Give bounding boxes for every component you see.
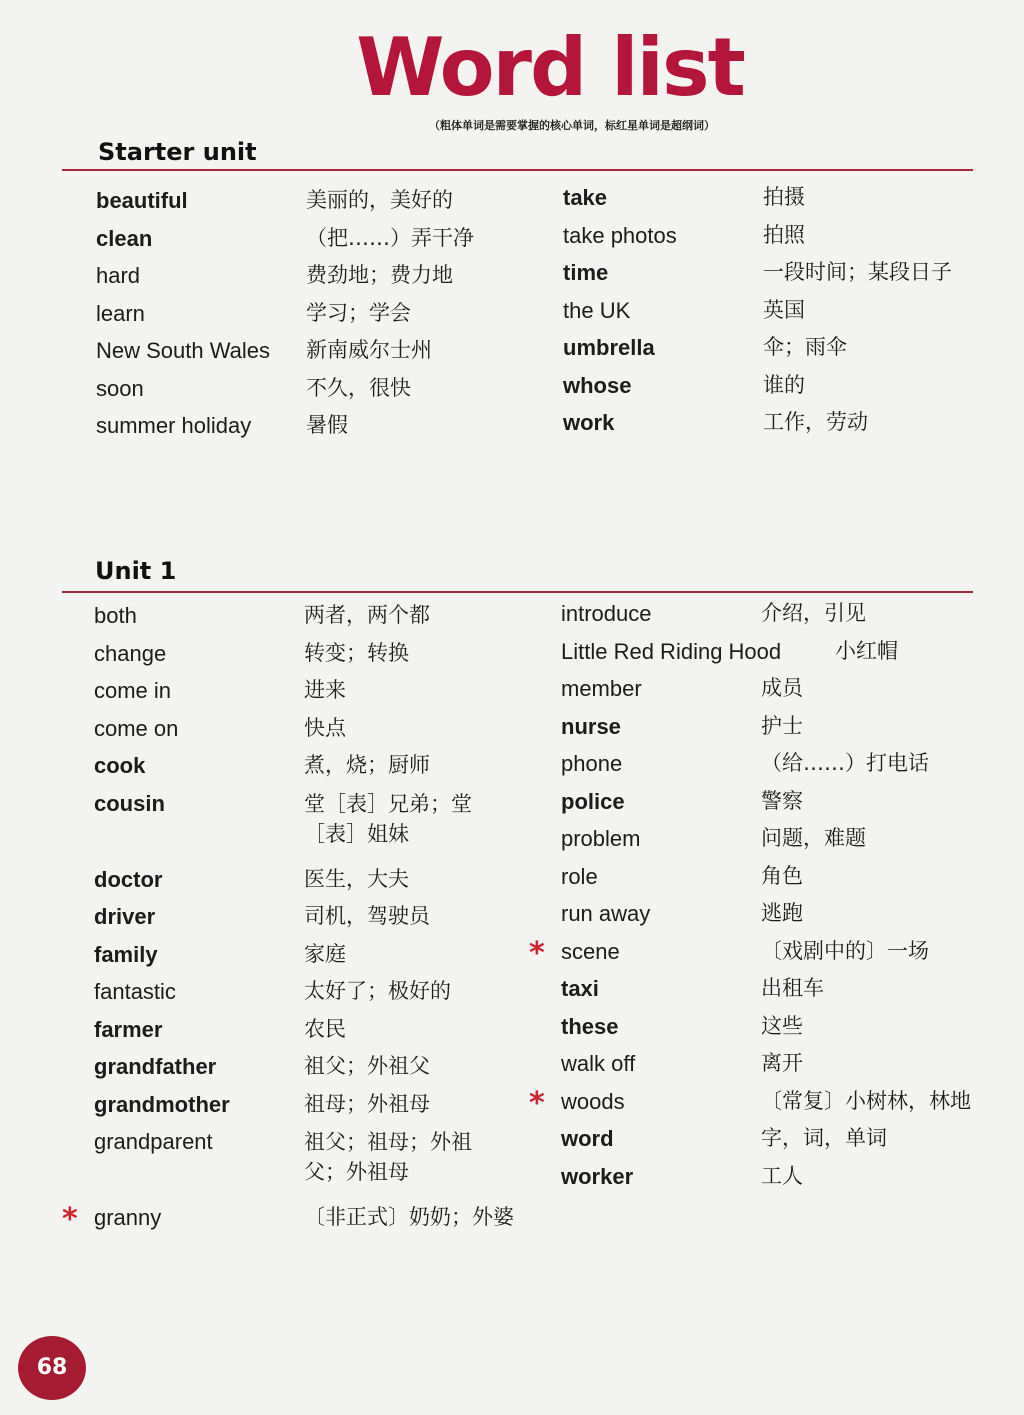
english-word: summer holiday [96, 413, 252, 438]
word-entry [561, 895, 981, 933]
english-word: member [561, 676, 642, 701]
chinese-definition: 警察 [761, 788, 803, 813]
word-entry [94, 747, 514, 785]
english-word: learn [96, 300, 145, 326]
word-entry [561, 820, 981, 858]
red-star-icon: * [62, 1202, 78, 1237]
english-word: woods [561, 1088, 625, 1114]
word-entry [561, 783, 981, 821]
word-entry [94, 936, 514, 974]
left-column [62, 597, 514, 1237]
english-word: word [561, 1126, 614, 1151]
chinese-definition: 工人 [761, 1163, 803, 1188]
word-entry [563, 329, 983, 367]
section-divider [62, 169, 973, 171]
word-entry [563, 367, 983, 405]
word-entry [563, 179, 983, 217]
word-entry [62, 1199, 514, 1237]
word-entry [94, 898, 514, 936]
chinese-definition: 拍照 [763, 222, 805, 247]
chinese-definition: 两者，两个都 [304, 603, 430, 627]
chinese-definition: 〔非正式〕奶奶；外婆 [304, 1205, 514, 1229]
red-star-icon: * [529, 1085, 545, 1121]
chinese-definition: 暑假 [306, 413, 348, 437]
word-entry [563, 217, 983, 255]
english-word: fantastic [94, 979, 176, 1004]
chinese-definition: 费劲地；费力地 [306, 263, 453, 287]
chinese-definition: 家庭 [304, 941, 346, 966]
english-word: phone [561, 751, 623, 776]
chinese-definition: 〔戏剧中的〕一场 [761, 938, 929, 963]
page-subtitle: （粗体单词是需要掌握的核心单词，标红星单词是超纲词） [429, 119, 715, 132]
english-word: whose [563, 372, 632, 398]
chinese-definition: 离开 [761, 1051, 803, 1075]
chinese-definition: 美丽的，美好的 [306, 188, 453, 212]
word-entry [94, 1011, 514, 1049]
english-word: police [561, 788, 625, 814]
right-column [563, 179, 983, 442]
english-word: grandfather [94, 1054, 217, 1079]
chinese-definition: 拍摄 [763, 185, 805, 209]
word-entry [563, 404, 983, 442]
chinese-definition: 一段时间；某段日子 [763, 260, 952, 284]
chinese-definition: 转变；转换 [304, 640, 409, 665]
right-column [529, 595, 981, 1195]
chinese-definition: 工作，劳动 [763, 410, 868, 434]
word-entry [561, 858, 981, 896]
english-word: granny [94, 1205, 162, 1230]
word-entry [561, 1008, 981, 1046]
chinese-definition: 这些 [761, 1013, 803, 1038]
word-entry [529, 933, 981, 971]
page-title: Word list [356, 21, 744, 114]
english-word: grandmother [94, 1091, 230, 1117]
word-entry [94, 1123, 514, 1199]
english-word: walk off [561, 1051, 636, 1076]
english-word: umbrella [563, 335, 655, 360]
page-number-badge [18, 1336, 86, 1400]
word-entry [561, 745, 981, 783]
chinese-definition: 医生，大夫 [304, 866, 409, 891]
word-entry [94, 710, 514, 748]
chinese-definition: 祖母；外祖母 [304, 1091, 430, 1116]
chinese-definition: 堂［表］兄弟；堂［表］姐妹 [304, 791, 472, 846]
english-word: these [561, 1013, 619, 1039]
word-entry [96, 332, 516, 370]
english-word: soon [96, 375, 144, 401]
word-entry [561, 708, 981, 746]
word-entry [94, 973, 514, 1011]
chinese-definition: 煮，烧；厨师 [304, 753, 430, 777]
chinese-definition: 字，词，单词 [761, 1126, 887, 1150]
english-word: time [563, 260, 609, 285]
chinese-definition: 角色 [761, 863, 803, 888]
section-heading: Unit 1 [95, 557, 177, 585]
chinese-definition: 问题，难题 [761, 826, 866, 850]
chinese-definition: 逃跑 [761, 901, 803, 925]
chinese-definition: （给……）打电话 [761, 751, 929, 775]
english-word: worker [561, 1163, 634, 1189]
chinese-definition: 快点 [304, 715, 346, 740]
chinese-definition: 农民 [304, 1016, 346, 1041]
word-entry [96, 295, 516, 333]
word-entry [561, 1120, 981, 1158]
english-word: the UK [563, 297, 631, 323]
chinese-definition: 祖父；外祖父 [304, 1054, 430, 1078]
word-entry [529, 1083, 981, 1121]
chinese-definition: 〔常复〕小树林，林地 [761, 1088, 971, 1113]
english-word: New South Wales [96, 338, 271, 363]
english-word: driver [94, 904, 156, 929]
chinese-definition: 学习；学会 [306, 300, 411, 325]
english-word: work [563, 410, 615, 435]
word-entry [94, 597, 514, 635]
english-word: Little Red Riding Hood [561, 638, 782, 664]
english-word: problem [561, 826, 641, 851]
chinese-definition: 英国 [763, 297, 805, 322]
chinese-definition: 成员 [761, 676, 803, 700]
english-word: farmer [94, 1016, 163, 1042]
chinese-definition: 出租车 [761, 976, 824, 1000]
word-entry [561, 1158, 981, 1196]
word-entry [561, 670, 981, 708]
word-entry [94, 1086, 514, 1124]
red-star-icon: * [529, 935, 545, 971]
chinese-definition: 护士 [761, 713, 803, 738]
english-word: come in [94, 678, 172, 703]
word-entry [96, 257, 516, 295]
chinese-definition: 太好了；极好的 [304, 979, 451, 1003]
english-word: introduce [561, 601, 652, 626]
word-entry [96, 220, 516, 258]
english-word: take [563, 185, 608, 210]
page-number: 68 [36, 1355, 68, 1380]
english-word: nurse [561, 713, 621, 739]
word-entry [563, 292, 983, 330]
word-entry [563, 254, 983, 292]
word-entry [94, 861, 514, 899]
english-word: change [94, 640, 167, 666]
chinese-definition: 司机，驾驶员 [304, 904, 430, 928]
word-entry [94, 635, 514, 673]
word-entry [561, 970, 981, 1008]
word-entry [561, 595, 981, 633]
chinese-definition: （把……）弄干净 [306, 225, 474, 250]
word-entry [94, 785, 514, 861]
word-entry [561, 633, 981, 671]
english-word: cook [94, 753, 146, 778]
word-entry [561, 1045, 981, 1083]
section-heading: Starter unit [98, 138, 257, 166]
chinese-definition: 进来 [304, 678, 346, 702]
section-divider [62, 591, 973, 593]
english-word: role [561, 863, 598, 889]
word-entry [94, 672, 514, 710]
chinese-definition: 小红帽 [835, 638, 898, 663]
english-word: scene [561, 938, 620, 964]
english-word: beautiful [96, 188, 188, 213]
word-entry [96, 182, 516, 220]
left-column [96, 182, 516, 445]
english-word: cousin [94, 790, 165, 816]
chinese-definition: 祖父；祖母；外祖父；外祖母 [304, 1130, 472, 1184]
word-entry [94, 1048, 514, 1086]
chinese-definition: 伞；雨伞 [763, 335, 847, 359]
chinese-definition: 新南威尔士州 [306, 338, 432, 362]
english-word: taxi [561, 976, 599, 1001]
chinese-definition: 谁的 [763, 372, 805, 397]
english-word: run away [561, 901, 651, 926]
chinese-definition: 不久，很快 [306, 375, 411, 400]
english-word: take photos [563, 222, 677, 248]
english-word: grandparent [94, 1129, 213, 1154]
english-word: family [94, 941, 158, 967]
english-word: hard [96, 263, 141, 288]
word-entry [96, 370, 516, 408]
english-word: clean [96, 225, 153, 251]
word-entry [96, 407, 516, 445]
english-word: doctor [94, 866, 163, 892]
english-word: both [94, 603, 137, 628]
chinese-definition: 介绍，引见 [761, 601, 866, 625]
english-word: come on [94, 715, 179, 741]
